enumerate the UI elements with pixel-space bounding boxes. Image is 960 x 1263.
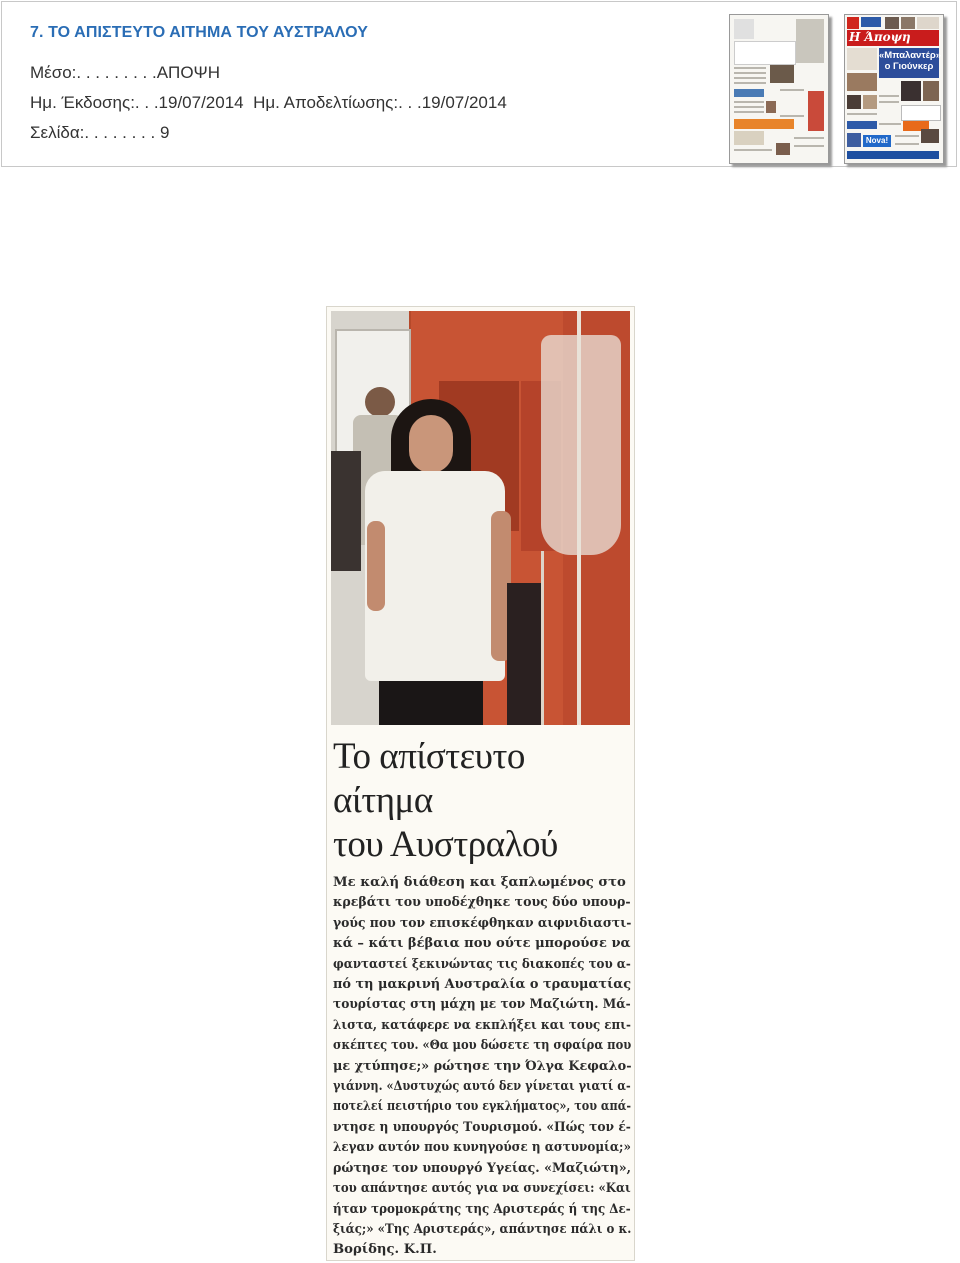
clipping-body-line: σκέπτες του. «Θα μου δώσετε τη σφαίρα που (333, 1038, 632, 1054)
thumb-logo-mark (847, 17, 859, 29)
thumb-photo (885, 17, 899, 29)
thumb-photo (847, 73, 877, 91)
photo-woman-face (409, 415, 453, 473)
clipping-body-line: λιστα, κατάφερε να εκπλήξει και τους επι- (333, 1017, 631, 1033)
thumb-text-line (895, 143, 919, 145)
clipping-headline (333, 735, 629, 867)
article-title: 7. ΤΟ ΑΠΙΣΤΕΥΤΟ ΑΙΤΗΜΑ ΤΟΥ ΑΥΣΤΡΑΛΟΥ (30, 24, 368, 41)
thumb-block (917, 17, 939, 29)
clipping-photo (331, 311, 630, 725)
thumb-block (734, 89, 764, 97)
thumb-photo (901, 17, 915, 29)
thumb-text-line (734, 149, 772, 151)
thumb-text-line (794, 137, 824, 139)
clipping-body-line: πό τη μακρινή Αυστραλία ο τραυματίας (333, 977, 632, 993)
thumb-text-line (734, 82, 766, 84)
clipping-body (333, 873, 631, 1261)
inner-page-thumbnail[interactable] (729, 14, 829, 164)
thumb-block (796, 19, 824, 63)
clipping-header (1, 1, 957, 167)
clipping-headline-line-1: Το απίστευτο (333, 736, 525, 777)
thumb-block (734, 41, 796, 65)
clipping-body-line: ρώτησε τον υπουργό Υγείας. «Μαζιώτη», (333, 1160, 632, 1176)
thumb-photo (776, 143, 790, 155)
thumb-text-line (780, 89, 804, 91)
thumb-block (861, 17, 881, 27)
thumb-photo (770, 65, 794, 83)
clipping-body-line: με χτύπησε;» ρώτησε την Όλγα Κεφαλο- (333, 1058, 632, 1074)
thumb-text-line (734, 101, 764, 103)
photo-iv-pole (577, 311, 581, 725)
photo-woman-blouse (365, 471, 505, 681)
photo-woman-arm (367, 521, 385, 611)
clipping-headline-line-3: του Αυστραλού (333, 824, 558, 865)
thumb-photo (766, 101, 776, 113)
front-page-thumbnail[interactable] (844, 14, 944, 164)
front-page-headline-2: ο Γιούνκερ (884, 61, 934, 72)
thumb-photo (847, 95, 861, 109)
thumb-text-line (734, 106, 764, 108)
thumb-text-line (794, 145, 824, 147)
thumb-text-line (734, 77, 766, 79)
thumb-text-line (780, 115, 804, 117)
clipping-body-line: γιάννη. «Δυστυχώς αυτό δεν γίνεται γιατί α- (333, 1079, 631, 1095)
clipping-headline-line-2: αίτημα (333, 780, 433, 821)
thumb-block (847, 121, 877, 129)
thumb-block (734, 131, 764, 145)
clipping-body-line: τουρίστας στη μάχη με τον Μαζιώτη. Μά- (333, 997, 631, 1013)
clipping-body-line: ποτελεί πειστήριο του εγκλήματος», του απά- (333, 1099, 631, 1115)
thumb-photo (847, 133, 861, 147)
page-line: Σελίδα:. . . . . . . . 9 (30, 123, 170, 142)
clipping-body-line: Βορίδης. Κ.Π. (333, 1242, 437, 1258)
clipping-body-line: κρεβάτι του υποδέχθηκε τους δύο υπουρ- (333, 895, 631, 911)
thumb-photo (863, 95, 877, 109)
thumb-text-line (734, 72, 766, 74)
thumb-banner (734, 119, 794, 129)
medium-line: Μέσο:. . . . . . . . .ΑΠΟΨΗ (30, 63, 221, 82)
thumb-text-line (734, 111, 764, 113)
clipping-body-line: λεγαν αυτόν που κυνηγούσε η αστυνομία;» (333, 1140, 631, 1156)
clipping-body-line: φανταστεί ξεκινώντας τις διακοπές του α- (333, 956, 631, 972)
newspaper-clipping (326, 306, 635, 1261)
thumb-block (901, 105, 941, 121)
thumb-text-line (879, 101, 899, 103)
front-page-badge: Νova! (865, 136, 889, 145)
clipping-body-line: ήταν τρομοκράτης της Αριστεράς ή της Δε- (333, 1201, 631, 1217)
photo-chair (507, 583, 541, 725)
thumb-block (847, 48, 877, 70)
front-page-headline-1: «Μπαλαντέρ» (879, 50, 942, 61)
thumb-photo (808, 91, 824, 131)
thumb-text-line (847, 113, 877, 115)
front-page-logo: Η Άποψη (849, 30, 911, 44)
thumb-photo (901, 81, 921, 101)
photo-person-dark (331, 451, 361, 571)
clipping-body-line: του απάντησε αυτός για να συνεχίσει: «Και (333, 1181, 631, 1197)
thumb-text-line (734, 67, 766, 69)
thumb-footer-strip (847, 151, 939, 159)
dates-line: Ημ. Έκδοσης:. . .19/07/2014 Ημ. Αποδελτίωσης:. . .19/07/2014 (30, 93, 507, 112)
clipping-body-line: γούς που τον επισκέφθηκαν αιφνιδιαστι- (333, 915, 632, 931)
photo-iv-bag (541, 335, 621, 555)
clipping-body-line: κά – κάτι βέβαια που ούτε μπορούσε να (333, 936, 631, 952)
thumb-block (734, 19, 754, 39)
photo-woman-trousers (379, 681, 483, 725)
clipping-body-line: ξιάς;» «Της Αριστεράς», απάντησε πάλι ο κ. (333, 1221, 632, 1237)
clipping-body-line: Με καλή διάθεση και ξαπλωμένος στο (333, 875, 626, 890)
thumb-photo (923, 81, 939, 101)
thumb-text-line (879, 123, 901, 125)
thumb-text-line (879, 95, 899, 97)
photo-iv-tube (541, 551, 544, 725)
photo-man-head (365, 387, 395, 417)
thumb-photo (921, 129, 939, 143)
thumb-text-line (895, 135, 919, 137)
clipping-body-line: ντησε η υπουργός Τουρισμού. «Πώς τον έ- (333, 1119, 631, 1135)
